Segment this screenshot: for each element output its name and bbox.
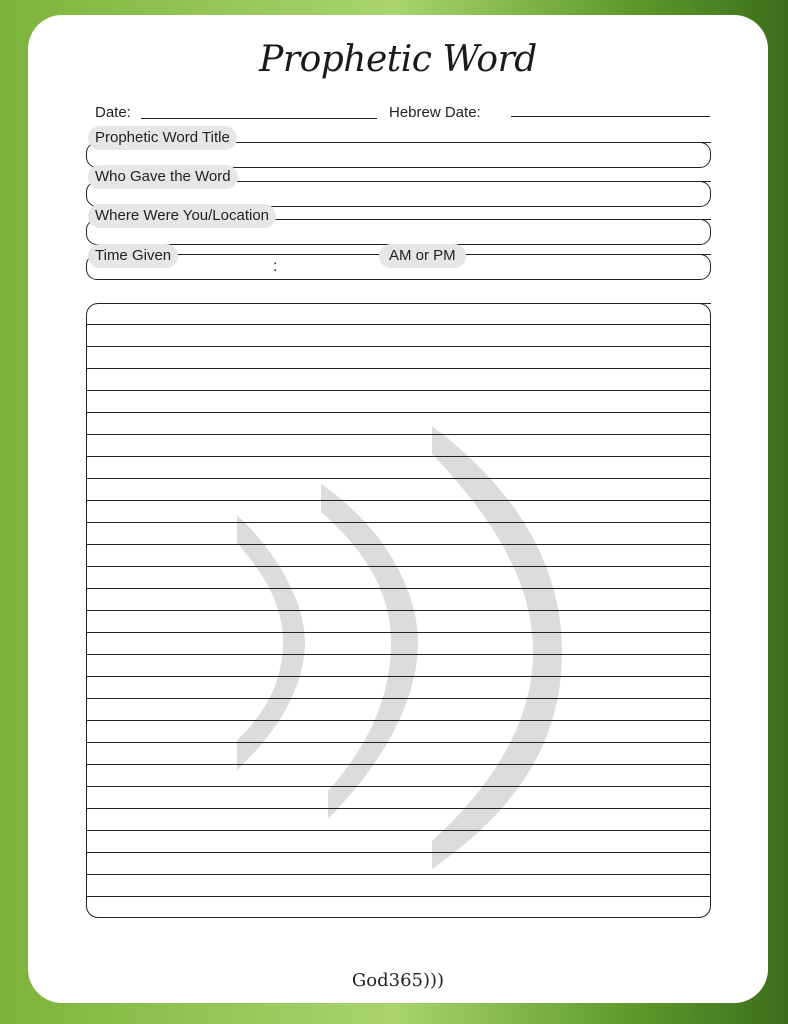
date-label: Date: [95, 104, 131, 121]
word-ruled-line [87, 588, 710, 589]
word-ruled-line [87, 896, 710, 897]
worksheet-page [28, 15, 768, 1003]
page-title: Prophetic Word [259, 39, 537, 80]
word-ruled-line [87, 852, 710, 853]
word-ruled-line [87, 456, 710, 457]
hebrew-date-field[interactable] [511, 116, 710, 117]
word-ruled-line [87, 830, 710, 831]
date-field[interactable] [141, 118, 377, 119]
word-ruled-line [87, 390, 710, 391]
sound-waves-watermark-icon [87, 304, 711, 918]
footer-brand-logo: God365))) [351, 970, 445, 991]
word-ruled-line [87, 610, 710, 611]
word-ruled-line [87, 566, 710, 567]
who-label: Who Gave the Word [88, 165, 238, 189]
large-wave [432, 426, 562, 869]
word-ruled-line [87, 654, 710, 655]
word-ruled-line [87, 720, 710, 721]
time-separator: : [273, 258, 278, 275]
word-ruled-line [87, 324, 710, 325]
medium-wave [321, 484, 418, 819]
word-ruled-line [87, 742, 710, 743]
word-ruled-line [87, 478, 710, 479]
word-ruled-line [87, 544, 710, 545]
small-wave [237, 515, 305, 770]
word-ruled-line [87, 874, 710, 875]
time-label: Time Given [88, 244, 178, 268]
word-ruled-line [87, 698, 710, 699]
word-ruled-line [87, 808, 710, 809]
word-ruled-line [87, 786, 710, 787]
word-ruled-line [87, 368, 710, 369]
word-ruled-line [87, 500, 710, 501]
hebrew-date-label: Hebrew Date: [389, 104, 481, 121]
where-label: Where Were You/Location [88, 204, 276, 228]
word-ruled-line [87, 346, 710, 347]
ampm-label: AM or PM [379, 244, 466, 268]
word-ruled-line [87, 434, 710, 435]
title-label: Prophetic Word Title [88, 126, 237, 150]
word-ruled-line [87, 632, 710, 633]
word-ruled-line [87, 676, 710, 677]
word-ruled-line [87, 764, 710, 765]
word-ruled-line [87, 412, 710, 413]
word-writing-area[interactable] [86, 303, 711, 918]
word-ruled-line [87, 522, 710, 523]
